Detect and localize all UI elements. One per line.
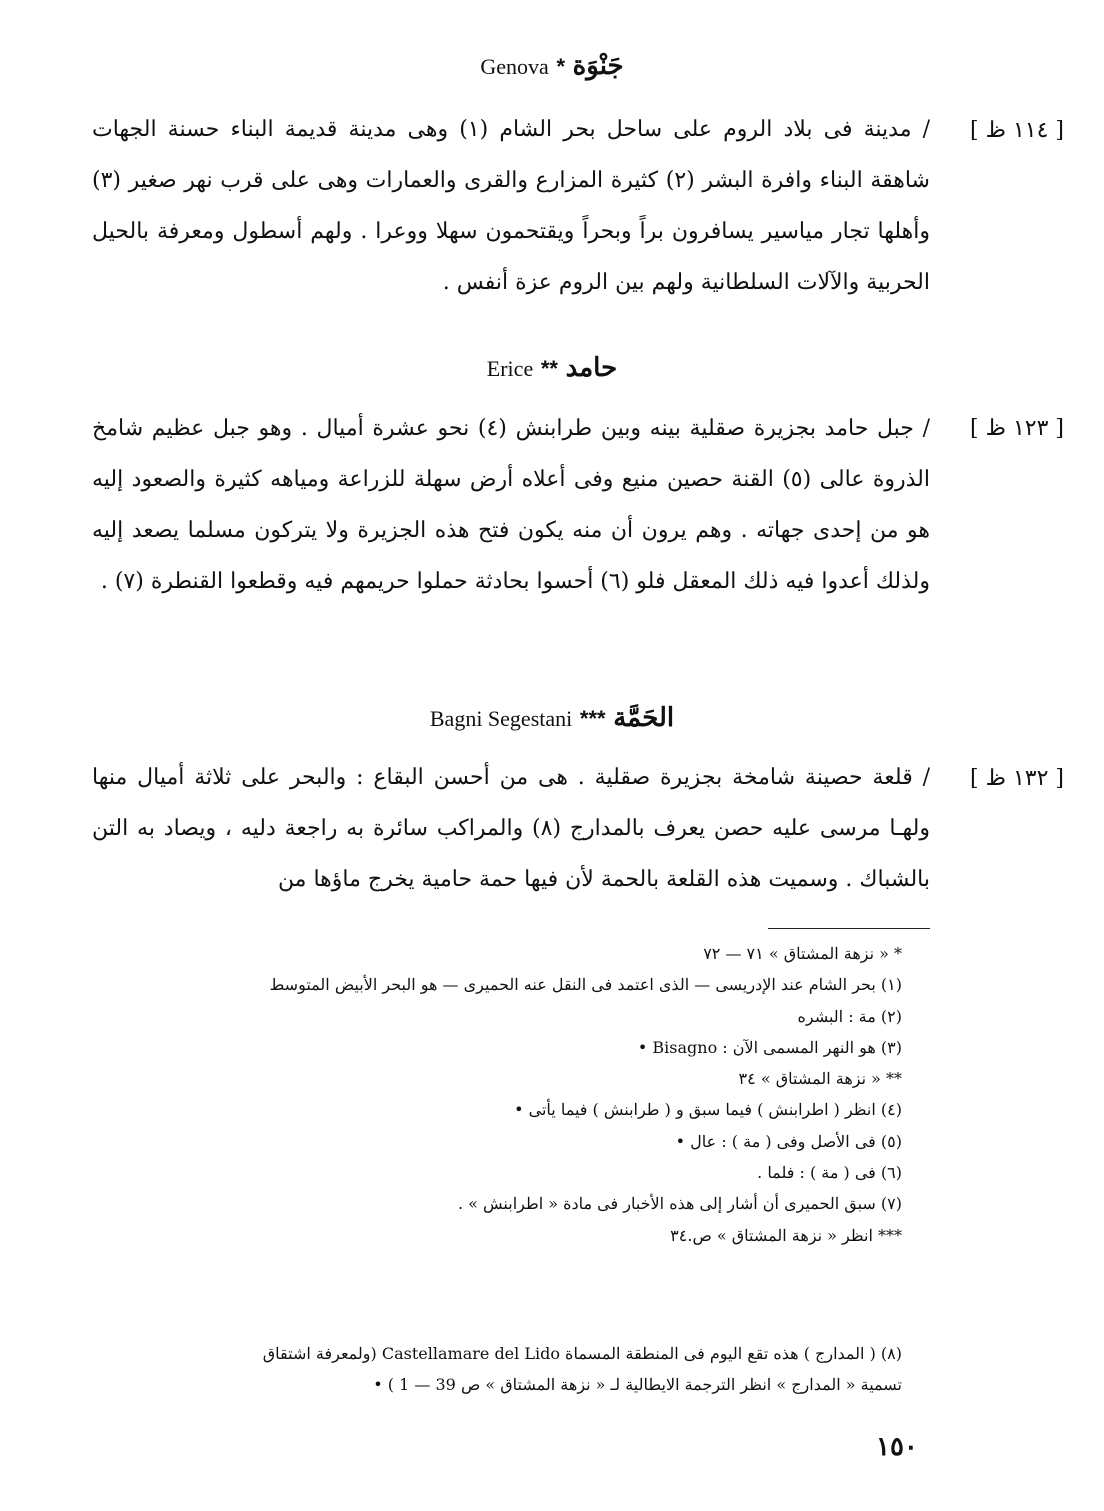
entry-title-erice <box>0 352 1104 385</box>
footnote-marker: * <box>556 54 565 79</box>
entry-arabic-name: جَنْوَة <box>572 51 624 81</box>
footnote: (٢) مة : البشره <box>797 1006 902 1026</box>
footnote: (٧) سبق الحميرى أن أشار إلى هذه الأخبار فى مادة « اطرابنش » . <box>457 1194 902 1214</box>
footnote-8 <box>92 1338 902 1400</box>
footnote-marker: ** <box>540 356 558 381</box>
footnote: * « نزهة المشتاق » ٧١ — ٧٢ <box>703 944 902 963</box>
footnote-separator <box>768 928 930 929</box>
footnote: (٥) فى الأصل وفى ( مة ) : عال • <box>675 1131 902 1151</box>
folio-reference: [ ١١٤ ظ ] <box>970 118 1064 143</box>
folio-reference: [ ١٢٣ ظ ] <box>970 416 1064 441</box>
footnote-line: تسمية « المدارج » انظر الترجمة الايطالية لـ « نزهة المشتاق » ص 39 — 1 ) • <box>373 1375 902 1394</box>
footnote: (٣) هو النهر المسمى الآن : Bisagno • <box>637 1037 902 1057</box>
entry-arabic-name: حامد <box>565 353 618 383</box>
folio-reference: [ ١٣٢ ظ ] <box>970 766 1064 791</box>
footnote-marker: *** <box>579 706 606 731</box>
entry-title-genova <box>0 50 1104 83</box>
footnote: (٤) انظر ( اطرابنش ) فيما سبق و ( طرابنش ) فيما يأتى • <box>514 1100 902 1120</box>
footnotes <box>92 938 902 1251</box>
footnote: (١) بحر الشام عند الإدريسى — الذى اعتمد فى النقل عنه الحميرى — هو البحر الأبيض المتوسط <box>269 975 902 995</box>
footnote: (٦) فى ( مة ) : فلما . <box>757 1163 902 1183</box>
footnote: *** انظر « نزهة المشتاق » ص.٣٤ <box>670 1225 902 1245</box>
footnote-line: (٨) ( المدارج ) هذه تقع اليوم فى المنطقة المسماة Castellamare del Lido (ولمعرفة اشتقاق <box>262 1344 902 1363</box>
entry-latin-name: Bagni Segestani <box>429 706 573 731</box>
entry-latin-name: Genova <box>480 54 549 79</box>
footnote: ** « نزهة المشتاق » ٣٤ <box>738 1069 902 1089</box>
entry-text: / جبل حامد بجزيرة صقلية بينه وبين طرابنش (٤) نحو عشرة أميال . وهو جبل عظيم شامخ الذروة عالى (٥) القنة حصين منيع وفى أعلاه أرض سهلة للزراعة ومياهه كثيرة والصعود إليه هو من إحدى جهاته . وهم يرون أن منه يكون فتح هذه الجزيرة ولا يتركون مسلما يصعد إليه ولذلك أعدوا فيه ذلك المعقل فلو (٦) أحسوا بحادثة حملوا حريمهم فيه وقطعوا القنطرة (٧) . <box>92 416 930 594</box>
entry-latin-name: Erice <box>486 356 534 381</box>
entry-text: / قلعة حصينة شامخة بجزيرة صقلية . هى من أحسن البقاع : والبحر على ثلاثة أميال منها ولهـا مرسى عليه حصن يعرف بالمدارج (٨) والمراكب سائرة به راجعة دليه ، ويصاد به التن بالشباك . وسميت هذه القلعة بالحمة لأن فيها حمة حامية يخرج ماؤها من <box>92 765 930 892</box>
page-number: ١٥٠ <box>876 1432 918 1462</box>
entry-text: / مدينة فى بلاد الروم على ساحل بحر الشام (١) وهى مدينة قديمة البناء حسنة الجهات شاهقة البناء وافرة البشر (٢) كثيرة المزارع والقرى والعمارات وهى على قرب نهر صغير (٣) وأهلها تجار مياسير يسافرون براً وبحراً ويقتحمون سهلا ووعرا . ولهم أسطول ومعرفة بالحيل الحربية والآلات السلطانية ولهم بين الروم عزة أنفس . <box>92 117 930 295</box>
entry-title-bagni-segestani <box>0 702 1104 735</box>
entry-arabic-name: الحَمَّة <box>613 703 675 733</box>
